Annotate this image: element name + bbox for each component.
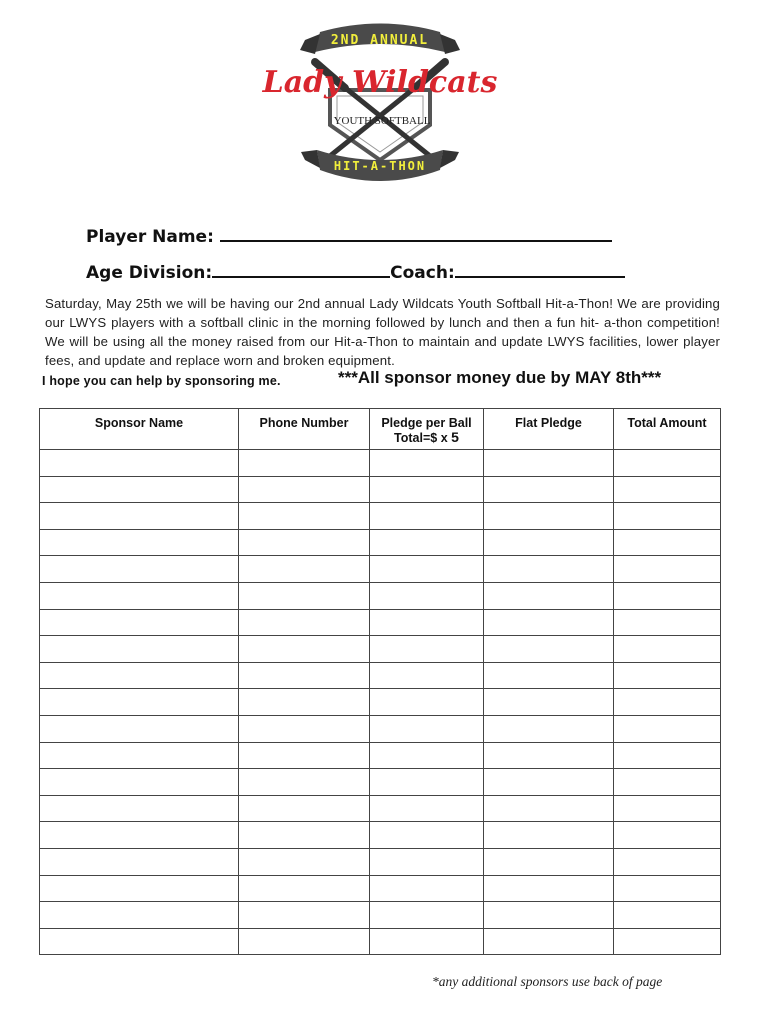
player-name-field[interactable] xyxy=(220,224,612,242)
total-amount-cell[interactable] xyxy=(614,769,721,796)
phone-number-cell[interactable] xyxy=(239,662,370,689)
flat-pledge-cell[interactable] xyxy=(484,715,614,742)
flat-pledge-cell[interactable] xyxy=(484,742,614,769)
phone-number-cell[interactable] xyxy=(239,529,370,556)
flat-pledge-cell[interactable] xyxy=(484,662,614,689)
due-date-notice: ***All sponsor money due by MAY 8th*** xyxy=(338,368,662,387)
player-name-label: Player Name: xyxy=(86,227,214,247)
sponsor-name-cell[interactable] xyxy=(40,795,239,822)
coach-field[interactable] xyxy=(455,260,625,278)
hit-a-thon-logo xyxy=(262,10,498,195)
total-amount-cell[interactable] xyxy=(614,609,721,636)
player-name-line xyxy=(86,224,612,247)
phone-number-cell[interactable] xyxy=(239,450,370,477)
flat-pledge-cell[interactable] xyxy=(484,822,614,849)
phone-number-cell[interactable] xyxy=(239,689,370,716)
pledge-per-ball-cell[interactable] xyxy=(370,742,484,769)
sponsor-name-cell[interactable] xyxy=(40,476,239,503)
pledge-total-prefix: Total=$ x xyxy=(394,431,448,445)
sponsor-name-cell[interactable] xyxy=(40,609,239,636)
phone-number-cell[interactable] xyxy=(239,636,370,663)
pledge-per-ball-cell[interactable] xyxy=(370,662,484,689)
age-coach-line xyxy=(86,260,625,283)
logo-top-banner: 2ND ANNUAL xyxy=(330,33,430,48)
total-amount-cell[interactable] xyxy=(614,476,721,503)
sponsor-request: I hope you can help by sponsoring me. xyxy=(42,374,281,388)
total-amount-cell[interactable] xyxy=(614,875,721,902)
logo-bottom-banner: HIT-A-THON xyxy=(333,159,427,173)
flat-pledge-cell[interactable] xyxy=(484,450,614,477)
phone-number-cell[interactable] xyxy=(239,848,370,875)
table-row xyxy=(40,476,721,503)
pledge-per-ball-cell[interactable] xyxy=(370,556,484,583)
pledge-per-ball-cell[interactable] xyxy=(370,476,484,503)
phone-number-cell[interactable] xyxy=(239,769,370,796)
table-row xyxy=(40,822,721,849)
footnote: *any additional sponsors use back of page xyxy=(432,974,663,989)
total-amount-cell[interactable] xyxy=(614,689,721,716)
flat-pledge-cell[interactable] xyxy=(484,503,614,530)
phone-number-cell[interactable] xyxy=(239,822,370,849)
flat-pledge-cell[interactable] xyxy=(484,928,614,955)
phone-number-cell[interactable] xyxy=(239,582,370,609)
phone-number-cell[interactable] xyxy=(239,556,370,583)
pledge-per-ball-cell[interactable] xyxy=(370,822,484,849)
sponsor-name-cell[interactable] xyxy=(40,636,239,663)
total-amount-cell[interactable] xyxy=(614,795,721,822)
table-row xyxy=(40,662,721,689)
total-amount-cell[interactable] xyxy=(614,928,721,955)
col-total-amount: Total Amount xyxy=(614,409,721,450)
table-row xyxy=(40,503,721,530)
sponsor-name-cell[interactable] xyxy=(40,503,239,530)
flat-pledge-cell[interactable] xyxy=(484,529,614,556)
logo-subtitle: YOUTH SOFTBALL xyxy=(333,115,431,127)
flat-pledge-cell[interactable] xyxy=(484,556,614,583)
pledge-per-ball-cell[interactable] xyxy=(370,848,484,875)
pledge-per-ball-cell[interactable] xyxy=(370,450,484,477)
sponsor-name-cell[interactable] xyxy=(40,822,239,849)
total-amount-cell[interactable] xyxy=(614,556,721,583)
sponsor-name-cell[interactable] xyxy=(40,689,239,716)
logo-title: Lady Wildcats xyxy=(262,65,498,100)
coach-label: Coach: xyxy=(390,263,455,283)
phone-number-cell[interactable] xyxy=(239,902,370,929)
pledge-per-ball-cell[interactable] xyxy=(370,795,484,822)
sponsor-name-cell[interactable] xyxy=(40,582,239,609)
phone-number-cell[interactable] xyxy=(239,476,370,503)
table-row xyxy=(40,715,721,742)
intro-paragraph: Saturday, May 25th we will be having our 2nd annual Lady Wildcats Youth Softball Hit-a-Thon! We are providing our LWYS players with a softball clinic in the morning followed by lunch and then a fun hit- a-thon competition! We will be using all the money raised from our Hit-a-Thon to maintain and update LWYS facilities, lower player fees, and update and replace worn and broken equipment. xyxy=(45,296,720,368)
phone-number-cell[interactable] xyxy=(239,875,370,902)
total-amount-cell[interactable] xyxy=(614,715,721,742)
age-division-label: Age Division: xyxy=(86,263,213,283)
total-amount-cell[interactable] xyxy=(614,636,721,663)
table-header-row xyxy=(40,409,721,450)
table-row xyxy=(40,636,721,663)
flat-pledge-cell[interactable] xyxy=(484,636,614,663)
pledge-per-ball-cell[interactable] xyxy=(370,769,484,796)
pledge-per-ball-cell[interactable] xyxy=(370,902,484,929)
table-row xyxy=(40,742,721,769)
total-amount-cell[interactable] xyxy=(614,848,721,875)
flat-pledge-cell[interactable] xyxy=(484,769,614,796)
total-amount-cell[interactable] xyxy=(614,582,721,609)
total-amount-cell[interactable] xyxy=(614,450,721,477)
phone-number-cell[interactable] xyxy=(239,742,370,769)
pledge-per-ball-cell[interactable] xyxy=(370,582,484,609)
sponsor-name-cell[interactable] xyxy=(40,848,239,875)
sponsor-name-cell[interactable] xyxy=(40,529,239,556)
flat-pledge-cell[interactable] xyxy=(484,875,614,902)
age-division-field[interactable] xyxy=(212,260,390,278)
total-amount-cell[interactable] xyxy=(614,902,721,929)
pledge-per-ball-cell[interactable] xyxy=(370,503,484,530)
flat-pledge-cell[interactable] xyxy=(484,795,614,822)
table-row xyxy=(40,529,721,556)
sponsor-table xyxy=(39,408,721,955)
total-amount-cell[interactable] xyxy=(614,742,721,769)
flat-pledge-cell[interactable] xyxy=(484,609,614,636)
total-amount-cell[interactable] xyxy=(614,529,721,556)
table-row xyxy=(40,902,721,929)
flat-pledge-cell[interactable] xyxy=(484,582,614,609)
table-row xyxy=(40,875,721,902)
phone-number-cell[interactable] xyxy=(239,715,370,742)
phone-number-cell[interactable] xyxy=(239,795,370,822)
sponsor-name-cell[interactable] xyxy=(40,769,239,796)
pledge-per-ball-cell[interactable] xyxy=(370,636,484,663)
pledge-per-ball-cell[interactable] xyxy=(370,875,484,902)
table-row xyxy=(40,609,721,636)
sponsor-name-cell[interactable] xyxy=(40,556,239,583)
pledge-per-ball-cell[interactable] xyxy=(370,689,484,716)
pledge-per-ball-cell[interactable] xyxy=(370,715,484,742)
pledge-multiplier: 5 xyxy=(451,429,459,445)
phone-number-cell[interactable] xyxy=(239,503,370,530)
flat-pledge-cell[interactable] xyxy=(484,848,614,875)
pledge-per-ball-label: Pledge per Ball xyxy=(381,416,472,430)
col-pledge-per-ball xyxy=(370,409,484,450)
sponsor-name-cell[interactable] xyxy=(40,928,239,955)
sponsor-name-cell[interactable] xyxy=(40,662,239,689)
sponsor-name-cell[interactable] xyxy=(40,450,239,477)
flat-pledge-cell[interactable] xyxy=(484,689,614,716)
table-row xyxy=(40,450,721,477)
table-row xyxy=(40,795,721,822)
table-row xyxy=(40,689,721,716)
col-sponsor-name: Sponsor Name xyxy=(40,409,239,450)
flat-pledge-cell[interactable] xyxy=(484,902,614,929)
pledge-per-ball-cell[interactable] xyxy=(370,609,484,636)
table-row xyxy=(40,582,721,609)
sponsor-name-cell[interactable] xyxy=(40,875,239,902)
pledge-per-ball-cell[interactable] xyxy=(370,928,484,955)
sponsor-name-cell[interactable] xyxy=(40,902,239,929)
total-amount-cell[interactable] xyxy=(614,662,721,689)
pledge-per-ball-cell[interactable] xyxy=(370,529,484,556)
phone-number-cell[interactable] xyxy=(239,928,370,955)
total-amount-cell[interactable] xyxy=(614,822,721,849)
sponsor-name-cell[interactable] xyxy=(40,715,239,742)
flat-pledge-cell[interactable] xyxy=(484,476,614,503)
table-row xyxy=(40,928,721,955)
table-row xyxy=(40,848,721,875)
col-phone-number: Phone Number xyxy=(239,409,370,450)
col-flat-pledge: Flat Pledge xyxy=(484,409,614,450)
total-amount-cell[interactable] xyxy=(614,503,721,530)
sponsor-name-cell[interactable] xyxy=(40,742,239,769)
table-row xyxy=(40,769,721,796)
phone-number-cell[interactable] xyxy=(239,609,370,636)
table-row xyxy=(40,556,721,583)
